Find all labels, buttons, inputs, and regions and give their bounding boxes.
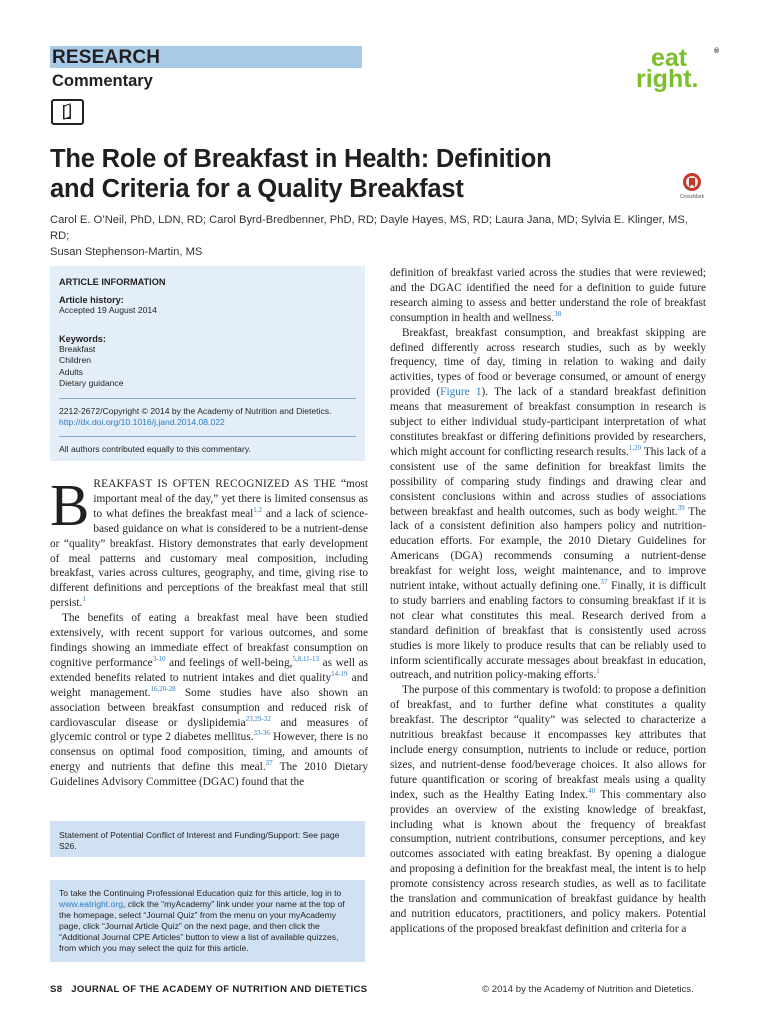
citation-link[interactable]: 3-10 (152, 655, 166, 664)
page-number: S8 (50, 984, 63, 995)
article-info-box (50, 266, 365, 461)
citation-link[interactable]: 1 (596, 667, 600, 676)
history-label: Article history: (59, 295, 124, 305)
book-icon (51, 99, 84, 125)
keyword-item: Adults (59, 366, 83, 377)
body-paragraph: The purpose of this commentary is twofold: to propose a definition of breakfast, and to further define what constitutes a quality breakfast. The descriptor “quality” was selected to characterize a nutritious breakfast because it encompasses key attributes that include energy consumption, nutrients to include or reduce, portion sizes, and nutrient-dense food/beverage choices. It also allows for future quantification or scoring of breakfast meals using a quality index, such as the Healthy Eating Index.$^{40}$ This commentary also provides an overview of the existing knowledge of breakfast, including what is known about the frequency of breakfast consumption, nutrient contributions, consumer perceptions, and key outcomes associated with eating breakfast. By opening a dialogue and proposing a definition for the breakfast meal, the intent is to help promote consistency across research studies, as well as to facilitate the translation and communication of breakfast guidance by health and nutrition educators, practitioners, and policy makers. Potential applications of the proposed breakfast definition and criteria for a (390, 684, 706, 935)
keyword-item: Children (59, 355, 92, 366)
copyright-line: 2212-2672/Copyright © 2014 by the Academy of Nutrition and Dietetics. (59, 406, 332, 417)
citation-link[interactable]: 14-19 (331, 670, 348, 679)
cpe-quiz-box: To take the Continuing Professional Education quiz for this article, log in to www.eatright.org, click the “myAcademy” link under your name at the top of the homepage, select “Journal Quiz” from the menu on your myAcademy page, click “Journal Article Quiz” on the next page, and then click the “Additional Journal CPE Articles” button to view a list of available quizzes, from which you may select the quiz for this article. (50, 880, 365, 962)
citation-link[interactable]: 37 (265, 759, 273, 768)
author-list: Carol E. O’Neil, PhD, LDN, RD; Carol Byrd-Bredbenner, PhD, RD; Dayle Hayes, MS, RD; Laura Jana, MD; Sylvia E. Klinger, MS, RD; Susan Stephenson-Martin, MS (50, 214, 688, 258)
keyword-item: Breakfast (59, 344, 96, 355)
body-paragraph: Breakfast, breakfast consumption, and breakfast skipping are defined differently across research studies, such as by weekly frequency, time of day, timing in relation to waking and daily activities, types of food or beverage consumed, or amount of energy provided (Figure 1). The lack of a standard breakfast definition means that measurement of breakfast consumption in research is subject to either individual study-participant interpretation of what constitutes breakfast or differing definitions provided by researchers, which might account for conflicting research results.$^{1,20}$ This lack of a consistent use of the same definition for breakfast limits the possibility of comparing study findings and drawing clear and consistent conclusions within and across studies of associations between breakfast and health outcomes, such as body weight.$^{39}$ The lack of a consistent definition also hampers policy and nutrition-education efforts. For example, the 2010 Dietary Guidelines for Americans (DGA) recommends consuming a nutrient-dense breakfast for weight loss, weight maintenance, and to improve nutrient intake, without actually defining one.$^{37}$ Finally, it is difficult to study barriers and enabling factors to consuming breakfast if it is not clear what constitutes this meal. Research derived from a standard definition of breakfast that is consistently used across studies is more likely to produce results that can be reliably used to inform scientifically accurate messages about breakfast in education, outreach, and nutrition policy-making efforts.$^1$ (390, 326, 706, 682)
doi-link[interactable]: http://dx.doi.org/10.1016/j.jand.2014.08.022 (59, 417, 225, 428)
section-label: RESEARCH (52, 47, 161, 68)
page-footer-copyright: © 2014 by the Academy of Nutrition and Dietetics. (482, 984, 694, 995)
eatright-link[interactable]: www.eatright.org (59, 899, 124, 909)
keyword-item: Dietary guidance (59, 377, 124, 388)
keywords-label: Keywords: (59, 334, 106, 345)
subsection-label: Commentary (52, 72, 153, 90)
conflict-of-interest-box (50, 821, 365, 857)
history-value: Accepted 19 August 2014 (59, 305, 157, 315)
body-paragraph: BREAKFAST IS OFTEN RECOGNIZED AS THE “most important meal of the day,” yet there is limited consensus as to what defines the breakfast meal$^{1,2}$ and a lack of science-based guidance on what is considered to be a nutrient-dense or “quality” breakfast. History demonstrates that early development of meal patterns and customary meal composition, including breakfast, varies across cultures, geography, and time, giving rise to different definitions and perceptions of the breakfast meal that still persist.$^1$ (50, 472, 368, 610)
citation-link[interactable]: 5,8,11-13 (292, 655, 320, 664)
crossmark-label: CrossMark (680, 194, 704, 200)
citation-link[interactable]: 40 (588, 786, 596, 795)
info-heading: ARTICLE INFORMATION (59, 277, 166, 287)
left-column-text (50, 472, 369, 790)
journal-name: JOURNAL OF THE ACADEMY OF NUTRITION AND DIETETICS (71, 984, 368, 995)
citation-link[interactable]: 16,20-28 (150, 684, 176, 693)
citation-link[interactable]: 1,2 (253, 506, 263, 515)
citation-link[interactable]: 1 (82, 595, 86, 604)
article-title: The Role of Breakfast in Health: Definition and Criteria for a Quality Breakfast (50, 145, 552, 203)
page-footer-journal (50, 984, 367, 995)
citation-link[interactable]: 33-36 (253, 729, 270, 738)
body-paragraph: definition of breakfast varied across the studies that were reviewed; and the DGAC identified the need for a definition to guide future research aiming to assess and better understand the role of breakfast consumption in health and wellness.$^{38}$ (390, 267, 706, 324)
figure-link[interactable]: Figure 1 (440, 386, 482, 399)
citation-link[interactable]: 38 (554, 309, 562, 318)
eatright-logo: eat right. ® (636, 44, 720, 93)
right-column-text (390, 266, 706, 937)
crossmark-icon[interactable] (680, 172, 704, 200)
citation-link[interactable]: 1,20 (628, 444, 642, 453)
coi-text: Statement of Potential Conflict of Interest and Funding/Support: See page S26. (59, 830, 340, 851)
body-paragraph: The benefits of eating a breakfast meal have been studied extensively, with recent support for various outcomes, and some findings showing an immediate effect of breakfast consumption on cognitive performance$^{3-10}$ and feelings of well-being,$^{5,8,11-13}$ as well as extended benefits related to nutrient intakes and diet quality$^{14-19}$ and weight management.$^{16,20-28}$ Some studies have also shown an association between breakfast consumption and reduced risk of cardiovascular disease or dyslipidemia$^{23,29-32}$ and measures of glycemic control or type 2 diabetes mellitus.$^{33-36}$ However, there is no consensus on optimal food composition, timing, and amounts of energy and nutrients that define this meal.$^{37}$ The 2010 Dietary Guidelines Advisory Committee (DGAC) found that the (50, 612, 369, 789)
citation-link[interactable]: 39 (677, 503, 685, 512)
contribution-note: All authors contributed equally to this commentary. (59, 444, 251, 455)
citation-link[interactable]: 23,29-32 (245, 714, 271, 723)
citation-link[interactable]: 37 (600, 578, 608, 587)
drop-cap: B (50, 472, 90, 538)
